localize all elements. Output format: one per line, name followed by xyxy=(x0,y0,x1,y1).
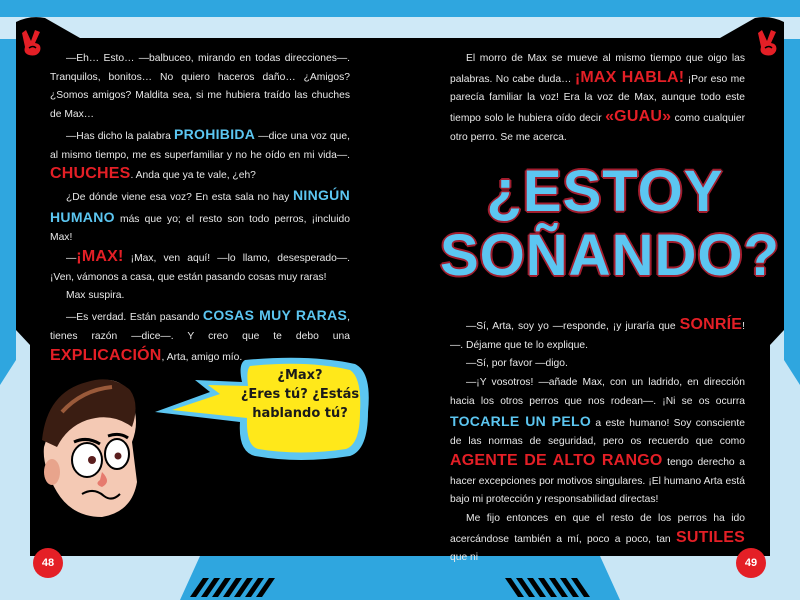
paragraph: —Es verdad. Están pasando COSAS MUY RARAS, tienes razón —dice—. Y creo que te debo una EXPLICACIÓN, Arta, amigo mío. xyxy=(50,307,350,364)
emphasis-word: SUTILES xyxy=(676,528,745,546)
emphasis-word: CHUCHES xyxy=(50,165,131,183)
emphasis-word: AGENTE DE ALTO RANGO xyxy=(450,451,663,469)
right-page-body-top xyxy=(450,50,745,148)
page-number-left: 48 xyxy=(33,548,63,578)
emphasis-word: PROHIBIDA xyxy=(173,125,256,142)
paragraph: —Sí, Arta, soy yo —responde, ¡y juraría que SONRÍE!—. Déjame que te lo explique. xyxy=(450,316,745,351)
emphasis-word: COSAS MUY RARAS xyxy=(202,307,348,324)
emphasis-word: «GUAU» xyxy=(605,108,672,126)
paragraph: El morro de Max se mueve al mismo tiempo que oigo las palabras. No cabe duda… ¡MAX HABLA! ¡Por eso me parecía familiar la voz! Era la voz de Max, aunque todo este tiempo solo le hubiera oído decir «GUAU» como cualquier otro perro. Se me acerca. xyxy=(450,53,746,143)
worried-boy-illustration xyxy=(32,372,152,522)
right-page-body-bottom xyxy=(450,316,745,568)
speech-bubble-text xyxy=(240,366,360,423)
paragraph: —Has dicho la palabra PROHIBIDA —dice una voz que, al mismo tiempo, me es superfamiliar y no he oído en mi vida—. CHUCHES. Anda que ya te vale, ¿eh? xyxy=(50,125,350,183)
emphasis-word: TOCARLE UN PELO xyxy=(450,412,592,429)
peace-hand-icon xyxy=(20,28,46,58)
paragraph: ¿De dónde viene esa voz? En esta sala no hay NINGÚN HUMANO más que yo; el resto son todo perros, ¡incluido Max! xyxy=(50,186,350,244)
emphasis-word: NINGÚN HUMANO xyxy=(50,186,350,225)
paragraph: Max suspira. xyxy=(66,290,125,302)
paragraph: —¡Y vosotros! —añade Max, con un ladrido, en dirección hacia los otros perros que nos rodean—. ¡Ni se os ocurra TOCARLE UN PELO a este humano! Soy consciente de las normas de seguridad, pero os recuerdo que como AGENTE DE ALTO RANGO tengo derecho a hacer excepciones por motivos singulares. ¡El humano Arta está bajo mi protección y responsabilidad directas! xyxy=(450,377,745,506)
paragraph: —Sí, por favor —digo. xyxy=(466,358,568,370)
peace-hand-icon xyxy=(756,28,782,58)
emphasis-word: SONRÍE xyxy=(679,316,743,333)
bubble-line: ¿Eres tú? ¿Estás xyxy=(240,387,360,402)
left-page-body xyxy=(50,50,350,367)
big-title-line: ¿ESTOY xyxy=(486,159,724,224)
paragraph: Me fijo entonces en que el resto de los perros ha ido acercándose también a mí, poco a poco, tan SUTILES que ni xyxy=(450,513,745,564)
emphasis-word: ¡MAX HABLA! xyxy=(574,68,685,86)
paragraph: —¡MAX! ¡Max, ven aquí! —lo llamo, desesperado—. ¡Ven, vámonos a casa, que están pasando cosas muy raras! xyxy=(50,248,350,283)
page-number-right: 49 xyxy=(736,548,766,578)
emphasis-word: EXPLICACIÓN xyxy=(50,346,162,364)
big-title xyxy=(440,159,780,288)
bubble-line: ¿Max? xyxy=(277,368,323,383)
emphasis-word: ¡MAX! xyxy=(76,248,124,266)
bubble-line: hablando tú? xyxy=(252,406,348,421)
paragraph: —Eh… Esto… —balbuceo, mirando en todas direcciones—. Tranquilos, bonitos… No quiero haceros daño… ¿Amigos? ¿Somos amigos? Maldita sea, si me hubiera traído las chuches de Max… xyxy=(50,53,350,121)
big-title-line: SOÑANDO? xyxy=(440,223,780,288)
